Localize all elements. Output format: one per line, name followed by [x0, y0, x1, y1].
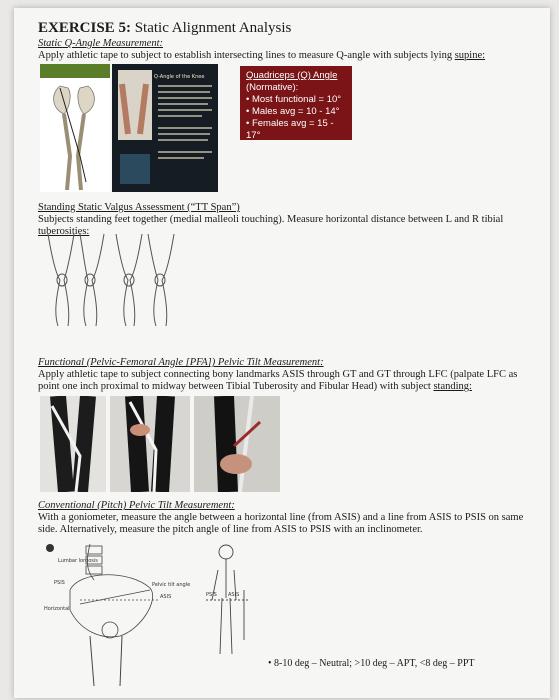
label-pelvic-tilt-angle: Pelvic tilt angle [152, 582, 191, 588]
exercise-title [38, 20, 291, 37]
callout-subtitle: (Normative): [246, 82, 299, 93]
standing-posture-sketch [198, 540, 258, 660]
label-psis: PSIS [54, 580, 65, 586]
pfa-photo-3 [194, 396, 280, 492]
q-angle-photo-panel [112, 64, 218, 192]
tt-span-instruction: Subjects standing feet together (medial malleoli touching). Measure horizontal distance between L and R tibial tuberosities: [38, 214, 504, 237]
title-text: Static Alignment Analysis [130, 20, 292, 36]
pfa-heading: Functional (Pelvic-Femoral Angle [PFA]) Pelvic Tilt Measurement: [38, 357, 324, 368]
q-angle-instruction-emph: supine: [454, 50, 486, 61]
callout-title: Quadriceps (Q) Angle [246, 70, 338, 81]
pfa-instruction: Apply athletic tape to subject connecting bony landmarks ASIS through GT and GT through LFC (palpate LFC as point one inch proximal to midway between Tibial Tuberosity and Fibular Head) with subject standing: [38, 369, 518, 392]
callout-item: • Males avg = 10 - 14° [246, 106, 340, 117]
skeleton-figure [40, 64, 110, 192]
pitch-heading: Conventional (Pitch) Pelvic Tilt Measurement: [38, 500, 235, 511]
label-lumbar-lordosis: Lumbar lordosis [58, 558, 98, 564]
q-angle-inset-caption: Q-Angle of the Knee [154, 74, 205, 80]
pitch-instruction: With a goniometer, measure the angle between a horizontal line (from ASIS) and a line from ASIS to PSIS on same side. Alternatively, measure the pitch angle of line from ASIS to PSIS with an inclinometer. [38, 512, 524, 535]
q-angle-normative-callout [240, 66, 352, 140]
q-angle-instruction [38, 50, 538, 62]
pelvic-tilt-illustration [40, 540, 192, 690]
label-psis-figure: PSIS [206, 592, 217, 598]
standing-figure [198, 540, 258, 660]
label-asis-figure: ASIS [228, 592, 240, 598]
callout-item: • Females avg = 15 - 17° [246, 118, 334, 141]
q-angle-instruction-text: Apply athletic tape to subject to establish intersecting lines to measure Q-angle with subjects lying [38, 50, 453, 61]
pelvis-diagram [40, 540, 192, 690]
q-angle-heading: Static Q-Angle Measurement: [38, 38, 163, 49]
valgus-legs-sketch [40, 228, 180, 328]
tt-span-heading: Standing Static Valgus Assessment (“TT Span”) [38, 202, 240, 213]
label-asis: ASIS [160, 594, 172, 600]
legs-sketch [40, 228, 180, 328]
label-horizontal: Horizontal [44, 606, 70, 612]
pitch-normative-note: • 8-10 deg – Neutral; >10 deg – APT, <8 deg – PPT [268, 658, 475, 669]
pfa-photo-1 [40, 396, 106, 492]
document-page [14, 8, 550, 698]
title-number: EXERCISE 5: [38, 20, 131, 36]
pfa-photo-2 [110, 396, 190, 492]
skeleton-leg-illustration [40, 64, 110, 192]
callout-item: • Most functional = 10° [246, 94, 342, 105]
legs-photo [112, 64, 218, 192]
